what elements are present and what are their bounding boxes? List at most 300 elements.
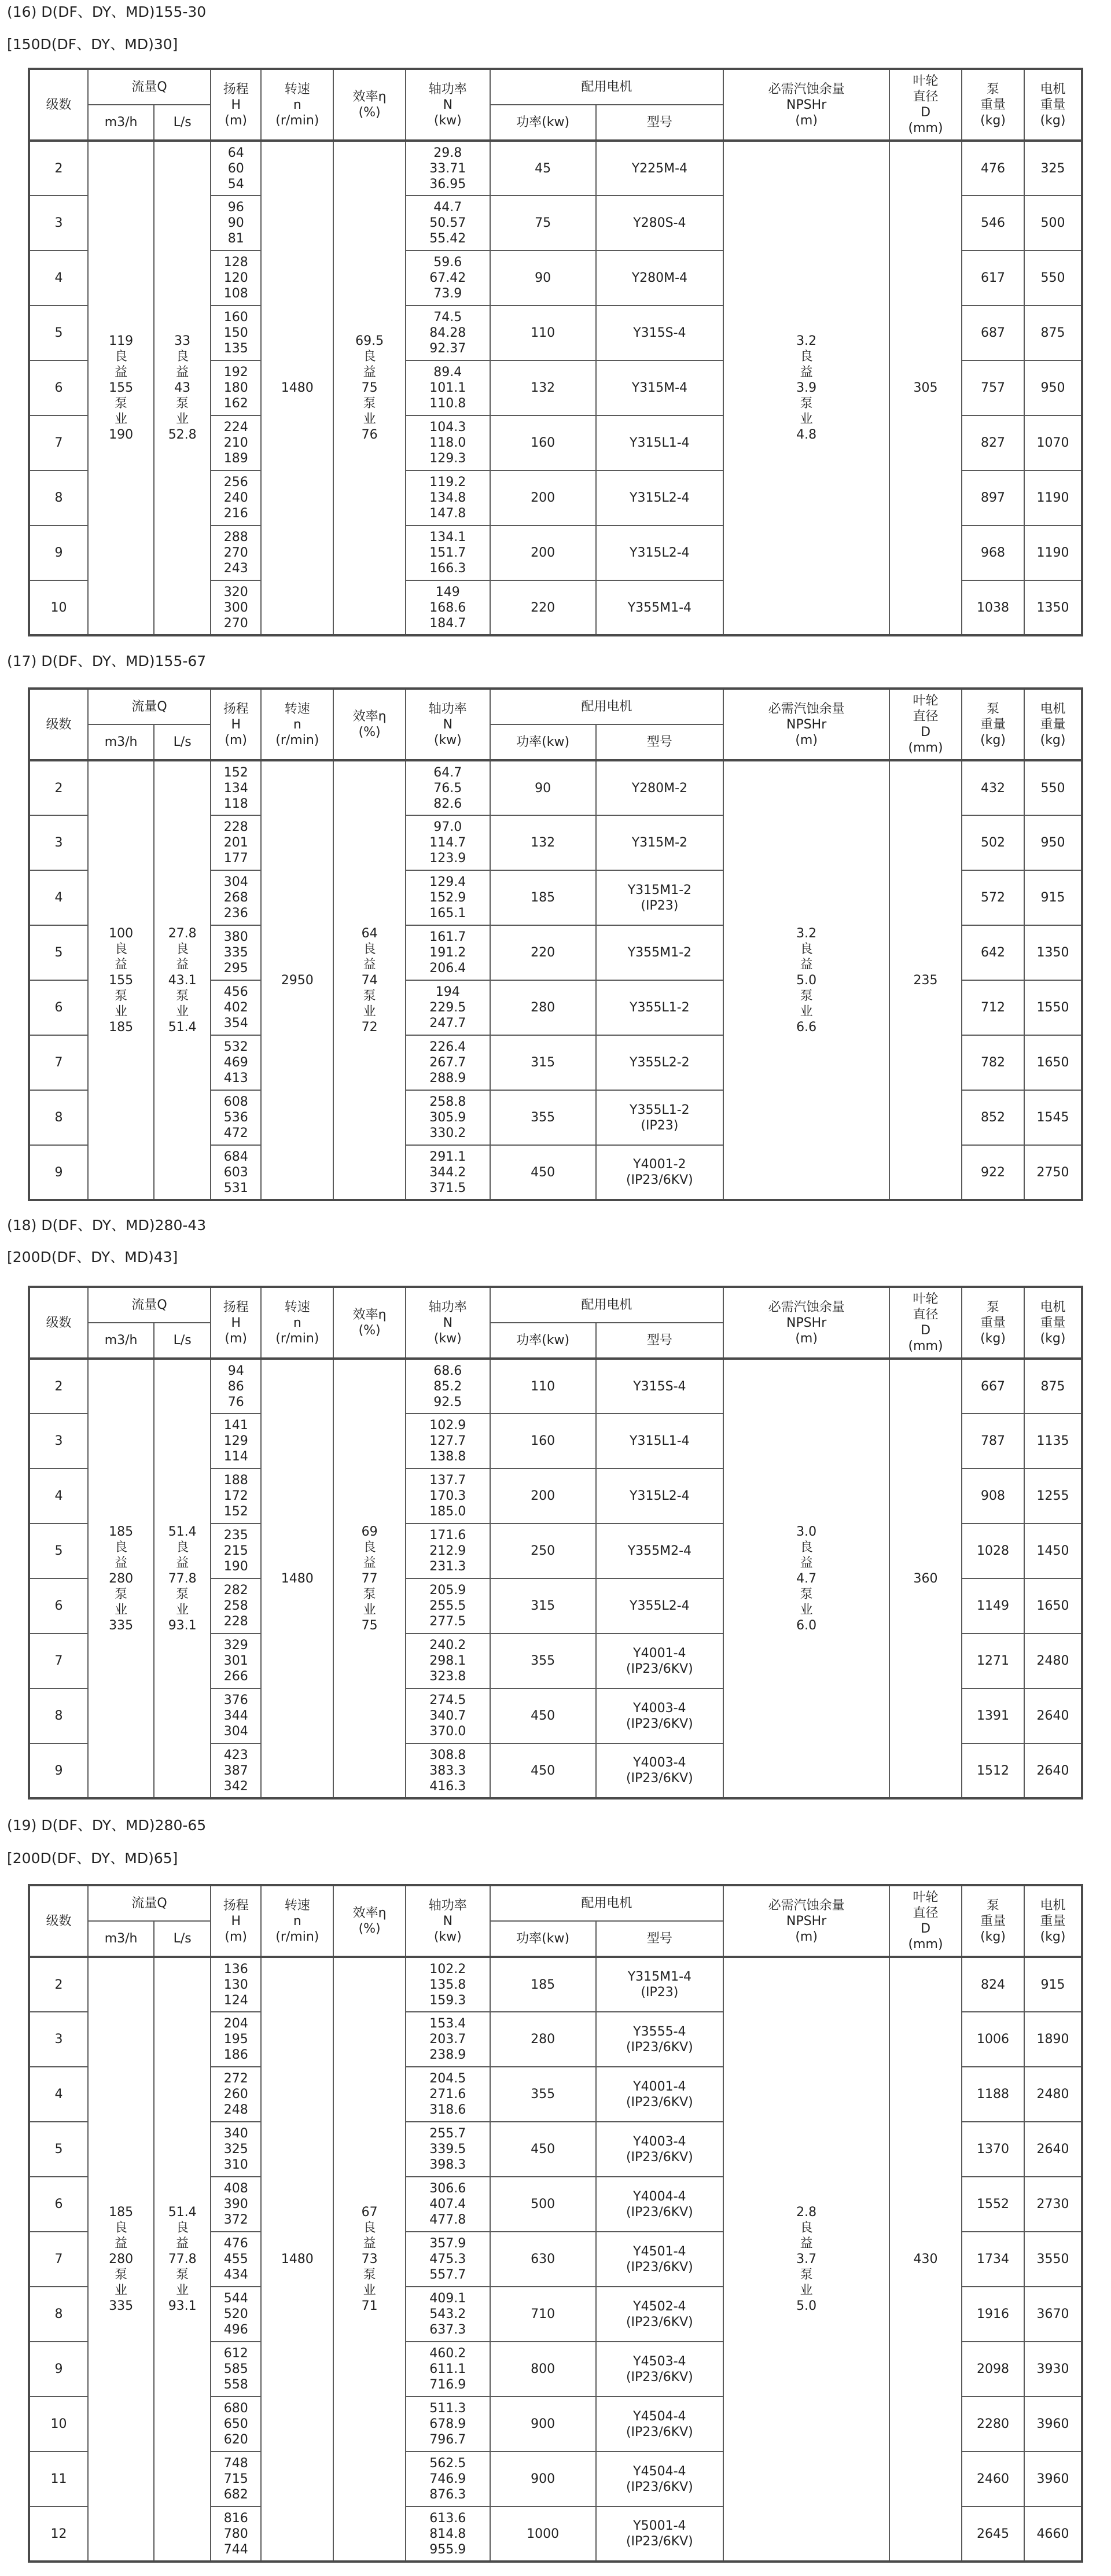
flow-ls-cell: 51.4 良 益 77.8 泵 业 93.1: [154, 1957, 211, 2562]
header-flow-m3h: m3/h: [88, 1323, 154, 1359]
pump-weight-cell: 1038: [962, 580, 1024, 635]
table-row: [29, 760, 1082, 815]
stage-cell: 8: [29, 470, 88, 525]
stage-cell: 5: [29, 306, 88, 360]
header-pump-weight: 泵 重量 (kg): [962, 1885, 1024, 1957]
head-cell: 684 603 531: [211, 1145, 261, 1200]
head-cell: 192 180 162: [211, 360, 261, 415]
header-efficiency: 效率η (%): [333, 1885, 406, 1957]
stage-cell: 10: [29, 580, 88, 635]
motor-model-cell: Y225M-4: [596, 141, 723, 196]
shaft-power-cell: 613.6 814.8 955.9: [406, 2507, 490, 2562]
head-cell: 544 520 496: [211, 2287, 261, 2342]
motor-weight-cell: 1545: [1024, 1090, 1082, 1145]
head-cell: 96 90 81: [211, 196, 261, 251]
motor-power-cell: 200: [490, 1469, 596, 1523]
header-motor-weight: 电机 重量 (kg): [1024, 69, 1082, 141]
motor-power-cell: 185: [490, 870, 596, 925]
motor-weight-cell: 2730: [1024, 2177, 1082, 2232]
motor-power-cell: 110: [490, 1359, 596, 1414]
motor-power-cell: 185: [490, 1957, 596, 2012]
npsh-cell: 3.2 良 益 5.0 泵 业 6.6: [723, 760, 889, 1200]
pump-weight-cell: 642: [962, 925, 1024, 980]
header-motor: 配用电机: [490, 69, 724, 105]
pump-spec-table: [28, 1884, 1083, 2563]
head-cell: 256 240 216: [211, 470, 261, 525]
stage-cell: 8: [29, 1688, 88, 1743]
header-stages: 级数: [29, 1287, 88, 1359]
motor-model-cell: Y4003-4 (IP23/6KV): [596, 2122, 723, 2177]
stage-cell: 2: [29, 760, 88, 815]
header-impeller: 叶轮 直径 D (mm): [889, 1287, 962, 1359]
head-cell: 152 134 118: [211, 760, 261, 815]
motor-weight-cell: 1190: [1024, 525, 1082, 580]
motor-weight-cell: 875: [1024, 306, 1082, 360]
motor-weight-cell: 1650: [1024, 1578, 1082, 1633]
pump-weight-cell: 2645: [962, 2507, 1024, 2562]
header-head: 扬程 H (m): [211, 1287, 261, 1359]
motor-weight-cell: 1070: [1024, 415, 1082, 470]
head-cell: 128 120 108: [211, 251, 261, 306]
motor-power-cell: 132: [490, 360, 596, 415]
stage-cell: 3: [29, 2012, 88, 2067]
pump-weight-cell: 1391: [962, 1688, 1024, 1743]
motor-model-cell: Y355L1-2 (IP23): [596, 1090, 723, 1145]
motor-weight-cell: 4660: [1024, 2507, 1082, 2562]
shaft-power-cell: 137.7 170.3 185.0: [406, 1469, 490, 1523]
pump-weight-cell: 667: [962, 1359, 1024, 1414]
motor-model-cell: Y4004-4 (IP23/6KV): [596, 2177, 723, 2232]
pump-weight-cell: 1512: [962, 1743, 1024, 1798]
head-cell: 304 268 236: [211, 870, 261, 925]
stage-cell: 6: [29, 1578, 88, 1633]
head-cell: 340 325 310: [211, 2122, 261, 2177]
header-motor-weight: 电机 重量 (kg): [1024, 1287, 1082, 1359]
shaft-power-cell: 74.5 84.28 92.37: [406, 306, 490, 360]
pump-weight-cell: 2460: [962, 2452, 1024, 2507]
shaft-power-cell: 97.0 114.7 123.9: [406, 815, 490, 870]
motor-model-cell: Y4501-4 (IP23/6KV): [596, 2232, 723, 2287]
shaft-power-cell: 89.4 101.1 110.8: [406, 360, 490, 415]
flow-ls-cell: 27.8 良 益 43.1 泵 业 51.4: [154, 760, 211, 1200]
flow-m3h-cell: 185 良 益 280 泵 业 335: [88, 1359, 154, 1798]
motor-power-cell: 200: [490, 525, 596, 580]
efficiency-cell: 69 良 益 77 泵 业 75: [333, 1359, 406, 1798]
pump-weight-cell: 432: [962, 760, 1024, 815]
motor-model-cell: Y280M-4: [596, 251, 723, 306]
head-cell: 408 390 372: [211, 2177, 261, 2232]
motor-power-cell: 315: [490, 1578, 596, 1633]
motor-model-cell: Y4003-4 (IP23/6KV): [596, 1743, 723, 1798]
pump-weight-cell: 852: [962, 1090, 1024, 1145]
stage-cell: 4: [29, 251, 88, 306]
table-row: [29, 1957, 1082, 2012]
shaft-power-cell: 171.6 212.9 231.3: [406, 1523, 490, 1578]
shaft-power-cell: 104.3 118.0 129.3: [406, 415, 490, 470]
header-head: 扬程 H (m): [211, 1885, 261, 1957]
motor-weight-cell: 1350: [1024, 925, 1082, 980]
motor-model-cell: Y280M-2: [596, 760, 723, 815]
stage-cell: 2: [29, 1359, 88, 1414]
motor-power-cell: 75: [490, 196, 596, 251]
speed-cell: 1480: [261, 141, 333, 635]
motor-weight-cell: 2640: [1024, 2122, 1082, 2177]
header-npsh: 必需汽蚀余量 NPSHr (m): [723, 1885, 889, 1957]
motor-model-cell: Y5001-4 (IP23/6KV): [596, 2507, 723, 2562]
head-cell: 612 585 558: [211, 2342, 261, 2397]
pump-weight-cell: 1370: [962, 2122, 1024, 2177]
motor-model-cell: Y315L1-4: [596, 415, 723, 470]
header-efficiency: 效率η (%): [333, 689, 406, 760]
pump-weight-cell: 712: [962, 980, 1024, 1035]
header-head: 扬程 H (m): [211, 689, 261, 760]
stage-cell: 5: [29, 1523, 88, 1578]
pump-weight-cell: 782: [962, 1035, 1024, 1090]
stage-cell: 3: [29, 815, 88, 870]
shaft-power-cell: 119.2 134.8 147.8: [406, 470, 490, 525]
motor-model-cell: Y4504-4 (IP23/6KV): [596, 2452, 723, 2507]
motor-model-cell: Y315L2-4: [596, 470, 723, 525]
header-stages: 级数: [29, 689, 88, 760]
head-cell: 816 780 744: [211, 2507, 261, 2562]
motor-model-cell: Y280S-4: [596, 196, 723, 251]
head-cell: 136 130 124: [211, 1957, 261, 2012]
header-motor-model: 型号: [596, 105, 723, 141]
pump-weight-cell: 476: [962, 141, 1024, 196]
header-shaft-power: 轴功率 N (kw): [406, 1287, 490, 1359]
shaft-power-cell: 134.1 151.7 166.3: [406, 525, 490, 580]
stage-cell: 3: [29, 1414, 88, 1469]
header-flow-m3h: m3/h: [88, 105, 154, 141]
motor-weight-cell: 325: [1024, 141, 1082, 196]
impeller-cell: 235: [889, 760, 962, 1200]
head-cell: 228 201 177: [211, 815, 261, 870]
motor-weight-cell: 3930: [1024, 2342, 1082, 2397]
stage-cell: 9: [29, 2342, 88, 2397]
stage-cell: 7: [29, 2232, 88, 2287]
speed-cell: 1480: [261, 1957, 333, 2562]
motor-power-cell: 355: [490, 1090, 596, 1145]
motor-model-cell: Y315L1-4: [596, 1414, 723, 1469]
pump-weight-cell: 546: [962, 196, 1024, 251]
header-motor-power: 功率(kw): [490, 724, 596, 760]
header-head: 扬程 H (m): [211, 69, 261, 141]
flow-m3h-cell: 185 良 益 280 泵 业 335: [88, 1957, 154, 2562]
head-cell: 476 455 434: [211, 2232, 261, 2287]
pump-weight-cell: 1916: [962, 2287, 1024, 2342]
motor-model-cell: Y4003-4 (IP23/6KV): [596, 1688, 723, 1743]
stage-cell: 12: [29, 2507, 88, 2562]
header-pump-weight: 泵 重量 (kg): [962, 69, 1024, 141]
shaft-power-cell: 102.9 127.7 138.8: [406, 1414, 490, 1469]
stage-cell: 3: [29, 196, 88, 251]
shaft-power-cell: 291.1 344.2 371.5: [406, 1145, 490, 1200]
header-motor: 配用电机: [490, 689, 724, 724]
motor-power-cell: 160: [490, 1414, 596, 1469]
pump-weight-cell: 922: [962, 1145, 1024, 1200]
motor-weight-cell: 1255: [1024, 1469, 1082, 1523]
stage-cell: 9: [29, 1145, 88, 1200]
impeller-cell: 430: [889, 1957, 962, 2562]
motor-power-cell: 110: [490, 306, 596, 360]
shaft-power-cell: 194 229.5 247.7: [406, 980, 490, 1035]
impeller-cell: 360: [889, 1359, 962, 1798]
header-flow-ls: L/s: [154, 1323, 211, 1359]
header-speed: 转速 n (r/min): [261, 1287, 333, 1359]
motor-power-cell: 500: [490, 2177, 596, 2232]
head-cell: 456 402 354: [211, 980, 261, 1035]
flow-ls-cell: 33 良 益 43 泵 业 52.8: [154, 141, 211, 635]
head-cell: 376 344 304: [211, 1688, 261, 1743]
motor-power-cell: 450: [490, 2122, 596, 2177]
section-title: (18) D(DF、DY、MD)280-43: [7, 1217, 207, 1234]
speed-cell: 2950: [261, 760, 333, 1200]
motor-power-cell: 200: [490, 470, 596, 525]
shaft-power-cell: 460.2 611.1 716.9: [406, 2342, 490, 2397]
motor-model-cell: Y355M1-4: [596, 580, 723, 635]
shaft-power-cell: 255.7 339.5 398.3: [406, 2122, 490, 2177]
head-cell: 224 210 189: [211, 415, 261, 470]
shaft-power-cell: 240.2 298.1 323.8: [406, 1633, 490, 1688]
shaft-power-cell: 562.5 746.9 876.3: [406, 2452, 490, 2507]
motor-power-cell: 900: [490, 2452, 596, 2507]
shaft-power-cell: 308.8 383.3 416.3: [406, 1743, 490, 1798]
head-cell: 272 260 248: [211, 2067, 261, 2122]
stage-cell: 9: [29, 1743, 88, 1798]
motor-model-cell: Y355M2-4: [596, 1523, 723, 1578]
pump-spec-table: [28, 1286, 1083, 1799]
header-shaft-power: 轴功率 N (kw): [406, 69, 490, 141]
motor-model-cell: Y355L1-2: [596, 980, 723, 1035]
motor-weight-cell: 875: [1024, 1359, 1082, 1414]
pump-weight-cell: 1028: [962, 1523, 1024, 1578]
header-stages: 级数: [29, 1885, 88, 1957]
stage-cell: 8: [29, 1090, 88, 1145]
pump-weight-cell: 1149: [962, 1578, 1024, 1633]
header-motor-model: 型号: [596, 1323, 723, 1359]
shaft-power-cell: 161.7 191.2 206.4: [406, 925, 490, 980]
motor-power-cell: 250: [490, 1523, 596, 1578]
head-cell: 320 300 270: [211, 580, 261, 635]
header-shaft-power: 轴功率 N (kw): [406, 689, 490, 760]
pump-weight-cell: 1734: [962, 2232, 1024, 2287]
motor-power-cell: 630: [490, 2232, 596, 2287]
table-row: [29, 141, 1082, 196]
motor-model-cell: Y315M1-2 (IP23): [596, 870, 723, 925]
section-subtitle: [200D(DF、DY、MD)65]: [7, 1850, 178, 1867]
shaft-power-cell: 68.6 85.2 92.5: [406, 1359, 490, 1414]
motor-weight-cell: 550: [1024, 760, 1082, 815]
motor-weight-cell: 2480: [1024, 1633, 1082, 1688]
pump-spec-table: [28, 68, 1083, 636]
shaft-power-cell: 258.8 305.9 330.2: [406, 1090, 490, 1145]
pump-weight-cell: 908: [962, 1469, 1024, 1523]
header-flow-ls: L/s: [154, 1921, 211, 1957]
head-cell: 64 60 54: [211, 141, 261, 196]
header-motor-power: 功率(kw): [490, 105, 596, 141]
pump-weight-cell: 2098: [962, 2342, 1024, 2397]
shaft-power-cell: 511.3 678.9 796.7: [406, 2397, 490, 2452]
shaft-power-cell: 274.5 340.7 370.0: [406, 1688, 490, 1743]
stage-cell: 8: [29, 2287, 88, 2342]
section-title: (16) D(DF、DY、MD)155-30: [7, 3, 207, 20]
header-speed: 转速 n (r/min): [261, 1885, 333, 1957]
header-pump-weight: 泵 重量 (kg): [962, 1287, 1024, 1359]
pump-weight-cell: 897: [962, 470, 1024, 525]
stage-cell: 6: [29, 980, 88, 1035]
motor-model-cell: Y355M1-2: [596, 925, 723, 980]
motor-weight-cell: 1890: [1024, 2012, 1082, 2067]
motor-power-cell: 45: [490, 141, 596, 196]
shaft-power-cell: 59.6 67.42 73.9: [406, 251, 490, 306]
head-cell: 423 387 342: [211, 1743, 261, 1798]
stage-cell: 4: [29, 2067, 88, 2122]
motor-weight-cell: 550: [1024, 251, 1082, 306]
impeller-cell: 305: [889, 141, 962, 635]
head-cell: 748 715 682: [211, 2452, 261, 2507]
header-motor-weight: 电机 重量 (kg): [1024, 1885, 1082, 1957]
head-cell: 532 469 413: [211, 1035, 261, 1090]
motor-power-cell: 90: [490, 251, 596, 306]
motor-weight-cell: 2480: [1024, 2067, 1082, 2122]
head-cell: 329 301 266: [211, 1633, 261, 1688]
pump-weight-cell: 1552: [962, 2177, 1024, 2232]
shaft-power-cell: 409.1 543.2 637.3: [406, 2287, 490, 2342]
shaft-power-cell: 204.5 271.6 318.6: [406, 2067, 490, 2122]
header-motor-model: 型号: [596, 1921, 723, 1957]
head-cell: 608 536 472: [211, 1090, 261, 1145]
header-speed: 转速 n (r/min): [261, 69, 333, 141]
motor-power-cell: 220: [490, 925, 596, 980]
motor-model-cell: Y355L2-4: [596, 1578, 723, 1633]
header-flow-ls: L/s: [154, 105, 211, 141]
motor-model-cell: Y4001-4 (IP23/6KV): [596, 1633, 723, 1688]
npsh-cell: 3.2 良 益 3.9 泵 业 4.8: [723, 141, 889, 635]
motor-power-cell: 355: [490, 2067, 596, 2122]
table-row: [29, 1359, 1082, 1414]
pump-weight-cell: 572: [962, 870, 1024, 925]
efficiency-cell: 69.5 良 益 75 泵 业 76: [333, 141, 406, 635]
stage-cell: 4: [29, 1469, 88, 1523]
head-cell: 380 335 295: [211, 925, 261, 980]
shaft-power-cell: 29.8 33.71 36.95: [406, 141, 490, 196]
motor-model-cell: Y4001-2 (IP23/6KV): [596, 1145, 723, 1200]
motor-model-cell: Y355L2-2: [596, 1035, 723, 1090]
header-npsh: 必需汽蚀余量 NPSHr (m): [723, 689, 889, 760]
motor-power-cell: 450: [490, 1688, 596, 1743]
motor-weight-cell: 1135: [1024, 1414, 1082, 1469]
header-motor: 配用电机: [490, 1287, 724, 1323]
header-efficiency: 效率η (%): [333, 69, 406, 141]
header-flow: 流量Q: [88, 1287, 211, 1323]
motor-weight-cell: 1350: [1024, 580, 1082, 635]
head-cell: 680 650 620: [211, 2397, 261, 2452]
motor-model-cell: Y315M1-4 (IP23): [596, 1957, 723, 2012]
motor-model-cell: Y315L2-4: [596, 1469, 723, 1523]
header-pump-weight: 泵 重量 (kg): [962, 689, 1024, 760]
pump-weight-cell: 2280: [962, 2397, 1024, 2452]
header-npsh: 必需汽蚀余量 NPSHr (m): [723, 69, 889, 141]
stage-cell: 6: [29, 2177, 88, 2232]
shaft-power-cell: 226.4 267.7 288.9: [406, 1035, 490, 1090]
motor-power-cell: 450: [490, 1145, 596, 1200]
shaft-power-cell: 149 168.6 184.7: [406, 580, 490, 635]
motor-power-cell: 800: [490, 2342, 596, 2397]
pump-weight-cell: 1271: [962, 1633, 1024, 1688]
head-cell: 235 215 190: [211, 1523, 261, 1578]
motor-weight-cell: 3550: [1024, 2232, 1082, 2287]
speed-cell: 1480: [261, 1359, 333, 1798]
header-motor: 配用电机: [490, 1885, 724, 1921]
motor-model-cell: Y315S-4: [596, 1359, 723, 1414]
motor-model-cell: Y315L2-4: [596, 525, 723, 580]
stage-cell: 5: [29, 2122, 88, 2177]
motor-power-cell: 280: [490, 980, 596, 1035]
motor-weight-cell: 950: [1024, 360, 1082, 415]
header-impeller: 叶轮 直径 D (mm): [889, 689, 962, 760]
motor-power-cell: 355: [490, 1633, 596, 1688]
header-flow-ls: L/s: [154, 724, 211, 760]
stage-cell: 2: [29, 1957, 88, 2012]
flow-ls-cell: 51.4 良 益 77.8 泵 业 93.1: [154, 1359, 211, 1798]
header-impeller: 叶轮 直径 D (mm): [889, 1885, 962, 1957]
shaft-power-cell: 357.9 475.3 557.7: [406, 2232, 490, 2287]
motor-weight-cell: 2750: [1024, 1145, 1082, 1200]
stage-cell: 10: [29, 2397, 88, 2452]
motor-power-cell: 315: [490, 1035, 596, 1090]
motor-weight-cell: 500: [1024, 196, 1082, 251]
stage-cell: 5: [29, 925, 88, 980]
efficiency-cell: 67 良 益 73 泵 业 71: [333, 1957, 406, 2562]
section-subtitle: [150D(DF、DY、MD)30]: [7, 36, 178, 53]
motor-weight-cell: 915: [1024, 1957, 1082, 2012]
motor-power-cell: 280: [490, 2012, 596, 2067]
motor-model-cell: Y3555-4 (IP23/6KV): [596, 2012, 723, 2067]
head-cell: 282 258 228: [211, 1578, 261, 1633]
stage-cell: 6: [29, 360, 88, 415]
motor-weight-cell: 2640: [1024, 1688, 1082, 1743]
header-shaft-power: 轴功率 N (kw): [406, 1885, 490, 1957]
head-cell: 160 150 135: [211, 306, 261, 360]
motor-power-cell: 160: [490, 415, 596, 470]
npsh-cell: 2.8 良 益 3.7 泵 业 5.0: [723, 1957, 889, 2562]
motor-model-cell: Y315S-4: [596, 306, 723, 360]
stage-cell: 7: [29, 1633, 88, 1688]
head-cell: 94 86 76: [211, 1359, 261, 1414]
motor-weight-cell: 915: [1024, 870, 1082, 925]
npsh-cell: 3.0 良 益 4.7 泵 业 6.0: [723, 1359, 889, 1798]
header-flow: 流量Q: [88, 69, 211, 105]
shaft-power-cell: 129.4 152.9 165.1: [406, 870, 490, 925]
shaft-power-cell: 306.6 407.4 477.8: [406, 2177, 490, 2232]
motor-power-cell: 1000: [490, 2507, 596, 2562]
motor-power-cell: 450: [490, 1743, 596, 1798]
motor-power-cell: 90: [490, 760, 596, 815]
shaft-power-cell: 44.7 50.57 55.42: [406, 196, 490, 251]
shaft-power-cell: 205.9 255.5 277.5: [406, 1578, 490, 1633]
motor-weight-cell: 1550: [1024, 980, 1082, 1035]
motor-weight-cell: 3670: [1024, 2287, 1082, 2342]
shaft-power-cell: 64.7 76.5 82.6: [406, 760, 490, 815]
motor-model-cell: Y4001-4 (IP23/6KV): [596, 2067, 723, 2122]
motor-weight-cell: 950: [1024, 815, 1082, 870]
header-impeller: 叶轮 直径 D (mm): [889, 69, 962, 141]
efficiency-cell: 64 良 益 74 泵 业 72: [333, 760, 406, 1200]
motor-model-cell: Y4502-4 (IP23/6KV): [596, 2287, 723, 2342]
pump-weight-cell: 787: [962, 1414, 1024, 1469]
pump-weight-cell: 827: [962, 415, 1024, 470]
motor-model-cell: Y4503-4 (IP23/6KV): [596, 2342, 723, 2397]
